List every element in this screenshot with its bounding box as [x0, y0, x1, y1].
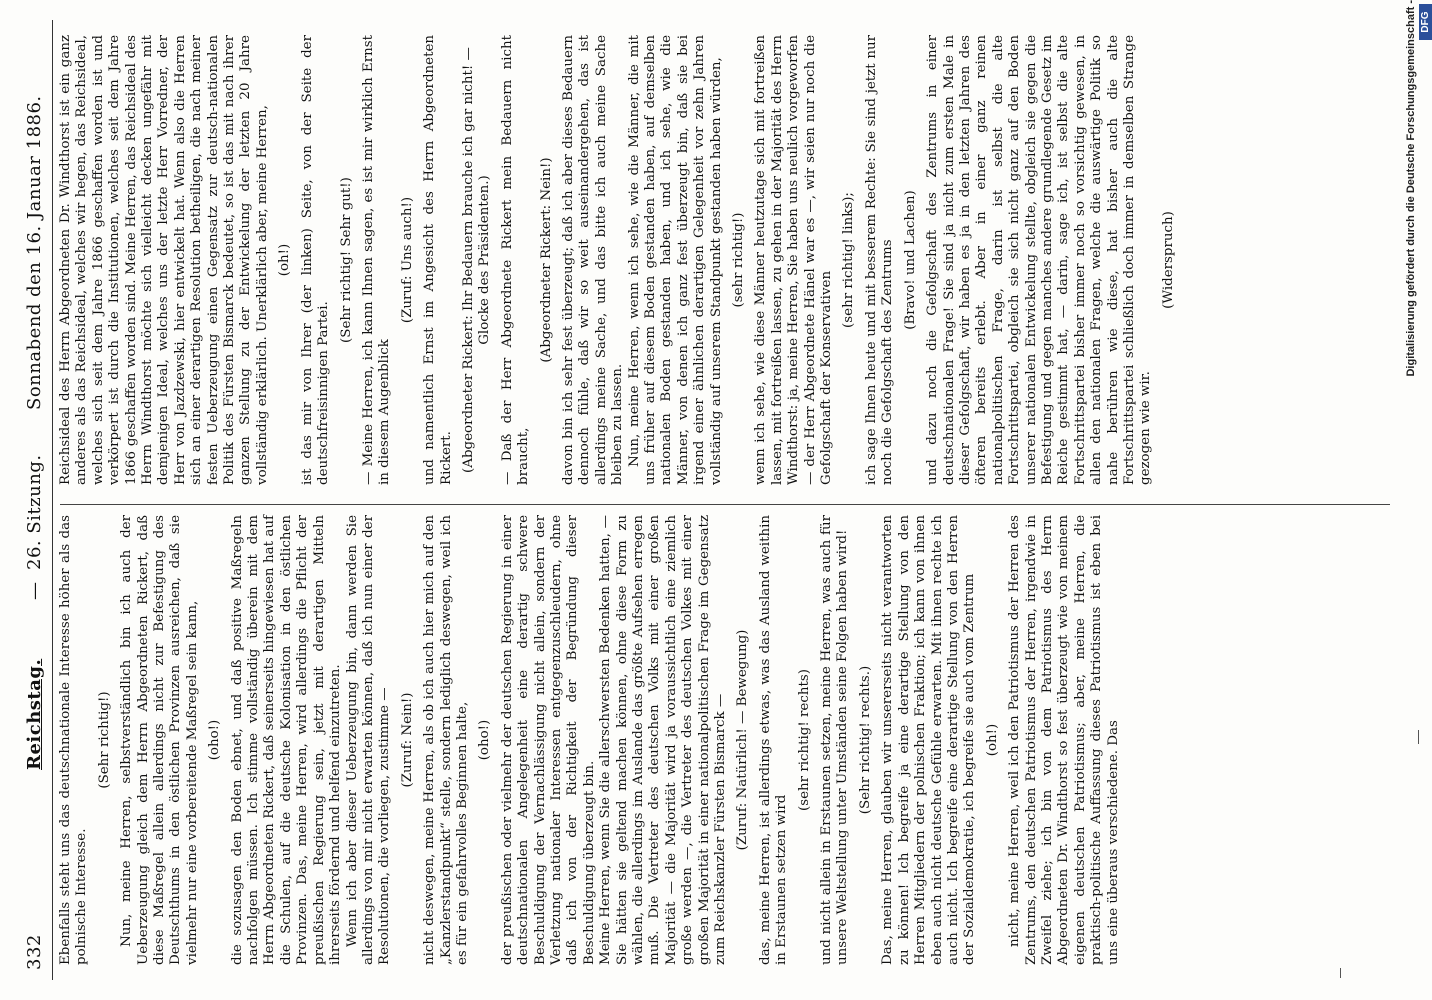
- right-column: [58, 35, 1183, 485]
- interjection: (oh!): [984, 723, 1000, 757]
- header-dash: —: [24, 581, 45, 600]
- interjection: (sehr richtig! links);: [841, 192, 857, 328]
- paragraph: der preußischen oder vielmehr der deutschen Regierung in einer deutschnationalen Angelegenheit eine derartig schwere Beschuldigung der Vernachlässigung nicht allein, sondern der Verletzung nationaler Interessen entgegenzuschleudern, ohne daß ich von der Richtigkeit der Begründung dieser Beschuldigung überzeugt bin.: [499, 515, 597, 965]
- paragraph: Meine Herren, wenn Sie die allerschwersten Bedenken hatten, — Sie hätten sie geltend machen können, ohne diese Form zu wählen, die allerdings im Auslande das größte Aufsehen erregen muß. Die Vertreter des deutschen Volks mit einer großen Majorität — die Majorität wird ja voraussichtlich eine ziemlich große werden —, die Vertreter des deutschen Volkes mit einer großen Majorität in einer nationalpolitischen Frage im Gegensatz zum Reichskanzler Fürsten Bismarck —: [598, 515, 729, 965]
- left-column: [58, 515, 1122, 965]
- dfg-logo-text: DFG: [1420, 11, 1431, 33]
- interjection: (Sehr richtig! rechts.): [857, 665, 873, 815]
- interjection: (sehr richtig! rechts): [796, 669, 812, 811]
- paragraph: und dazu noch die Gefolgschaft des Zentrums in einer deutschnationalen Frage! Sie sind ja nicht zum ersten Male in dieser Gefolgschaft, wir haben es ja in den letzten Jahren des öfteren bereits erlebt. Aber in einer ganz reinen nationalpolitischen Frage, darin ist selbst die alte Fortschrittspartei, obgleich sie sich nicht ganz auf den Boden unserer nationalen Entwickelung stellte, obgleich sie gegen die Befestigung und gegen manches andere grundlegende Gesetz im Reiche gestimmt hat, — darin, sage ich, ist selbst die alte Fortschrittspartei bisher immer noch so vorsichtig gewesen, in allen den nationalen Fragen, welche die auswärtige Politik so nahe berühren wie diese, hat bisher auch die alte Fortschrittspartei schließlich doch immer in demselben Strange gezogen wie wir.: [925, 35, 1154, 485]
- paragraph: Ebenfalls steht uns das deutschnationale Interesse höher als das polnische Interesse.: [58, 515, 90, 965]
- interjection: (Zuruf: Uns auch!): [399, 196, 415, 324]
- interjection: (Bravo! und Lachen): [902, 190, 918, 330]
- dfg-logo: [1419, 4, 1432, 40]
- paragraph: Wenn ich aber dieser Ueberzeugung bin, dann werden Sie allerdings von mir nicht erwarten können, daß ich nun einer der Resolutionen, die vorliegen, zustimme —: [344, 515, 393, 965]
- page-header: [8, 0, 48, 1000]
- header-date: Sonnabend den 16. Januar 1886.: [24, 95, 45, 410]
- interjection: (oho!): [207, 719, 223, 761]
- interjection: (Abgeordneter Rickert: Ihr Bedauern brauche ich gar nicht! — Glocke des Präsidenten.): [460, 47, 493, 473]
- interjection: (Zuruf: Natürlich! — Bewegung): [735, 629, 751, 851]
- paragraph: nicht, meine Herren, weil ich den Patriotismus der Herren des Zentrums, den deutschen Patriotismus der Herren, irgendwie in Zweifel ziehe; ich bin von dem Patriotismus des Herrn Abgeordneten Dr. Windthorst so fest überzeugt wie von meinem eigenen deutschen Patriotismus; aber, meine Herren, die praktisch-politische Auffassung dieses Patriotismus ist eben bei uns eine überaus verschiedene. Das: [1007, 515, 1121, 965]
- header-session: 26. Sitzung.: [24, 454, 45, 570]
- scan-mark: [1340, 968, 1341, 978]
- paragraph: ich sage Ihnen heute und mit besserem Rechte: Sie sind jetzt nur noch die Gefolgschaft des Zentrums: [863, 35, 896, 485]
- interjection: (Abgeordneter Rickert: Nein!): [538, 157, 554, 363]
- interjection: (Sehr richtig!): [96, 691, 112, 789]
- column-divider: [60, 504, 1390, 505]
- paragraph: — Daß der Herr Abgeordnete Rickert mein Bedauern nicht braucht,: [499, 35, 532, 485]
- paragraph: und nicht allein in Erstaunen setzen, meine Herren, was auch für unsere Weltstellung unter Umständen seine Folgen haben wird!: [819, 515, 851, 965]
- paragraph: wenn ich sehe, wie diese Männer heutzutage sich mit fortreißen lassen, mit fortreißen lassen, zu gehen in der Majorität des Herrn Windthorst: ja, meine Herren, Sie haben uns neulich vorgeworfen — der Herr Abgeordnete Hänel war es —, wir seien nur noch die Gefolgschaft der Konservativen: [753, 35, 835, 485]
- paragraph: — Meine Herren, ich kann Ihnen sagen, es ist mir wirklich Ernst in diesem Augenblick: [360, 35, 393, 485]
- interjection: (Widerspruch): [1160, 211, 1176, 309]
- paragraph: Nun, meine Herren, wenn ich sehe, wie die Männer, die mit uns früher auf diesem Boden gestanden haben, auf demselben nationalen Boden gestanden haben, und ich sehe, wie die Männer, von denen ich ganz fest überzeugt bin, daß sie bei irgend einer ähnlichen derartigen Gelegenheit vor zehn Jahren vollständig auf unserem Standpunkt gestanden haben würden,: [626, 35, 724, 485]
- paragraph: das, meine Herren, ist allerdings etwas, was das Ausland weithin in Erstaunen setzen wird: [757, 515, 790, 965]
- paragraph: davon bin ich sehr fest überzeugt; daß ich aber dieses Bedauern dennoch fühle, daß wir so weit auseinandergehen, das ist allerdings meine Sache, und das bitte ich auch meine Sache bleiben zu lassen.: [560, 35, 626, 485]
- paragraph: Das, meine Herren, glauben wir unsererseits nicht verantworten zu können! Ich begreife ja eine derartige Stellung von den Herren Mitgliedern der polnischen Fraktion; ich kann von ihnen eben auch nicht deutsche Gefühle erwarten. Mit ihnen rechte ich auch nicht. Ich begreife eine derartige Stellung von den Herren der Sozialdemokratie, ich begreife sie auch vom Zentrum: [880, 515, 978, 965]
- paragraph: nicht deswegen, meine Herren, als ob ich auch hier mich auf den „Kanzlerstandpunkt“ stelle, sondern lediglich deswegen, weil ich es für ein gefahrvolles Beginnen halte,: [422, 515, 470, 965]
- interjection: (Sehr richtig! Sehr gut!): [338, 177, 354, 343]
- interjection: (oho!): [477, 719, 493, 761]
- paragraph: und namentlich Ernst im Angesicht des Herrn Abgeordneten Rickert.: [422, 35, 454, 485]
- interjection: (oh!): [277, 243, 293, 277]
- header-title: Reichstag.: [24, 658, 45, 770]
- interjection: (Zuruf: Nein!): [399, 692, 415, 788]
- header-rule: [52, 20, 53, 980]
- paragraph: Reichsideal des Herrn Abgeordneten Dr. Windthorst ist ein ganz anderes als das Reichsideal, welches wir hegen, das Reichsideal, welches sich seit dem Jahre 1866 geschaffen worden ist und verkörpert ist durch die Institutionen, welches seit dem Jahre 1866 geschaffen worden sind. Meine Herren, das Reichsideal des Herrn Windthorst möchte sich vielleicht decken ungefähr mit demjenigen Ideal, welches uns der letzte Herr Vorredner, der Herr von Jazdzewski, hier entwickelt hat. Wenn also die Herren sich an einer derartigen Resolution betheiligen, die nach meiner festen Ueberzeugung einen Gegensatz zur deutsch-nationalen Politik des Fürsten Bismarck bedeutet, so ist das mit nach ihrer ganzen Stellung zu der Entwickelung der letzten 20 Jahre vollständig erklärlich. Unerklärlich aber, meine Herren,: [58, 35, 270, 485]
- interjection: (sehr richtig!): [731, 212, 747, 308]
- paragraph: ist das mir von Ihrer (der linken) Seite, von der Seite der deutschfreisinnigen Partei.: [299, 35, 332, 485]
- paragraph: Nun, meine Herren, selbstverständlich bin ich auch der Ueberzeugung gleich dem Herrn Abgeordneten Rickert, daß diese Maßregel allein allerdings nicht zur Befestigung des Deutschthums in den östlichen Provinzen ausreichen, daß sie vielmehr nur eine vorbereitende Maßregel sein kann,: [119, 515, 200, 965]
- paragraph: die sozusagen den Boden ebnet, und daß positive Maßregeln nachfolgen müssen. Ich stimme vollständig überein mit dem Herrn Abgeordneten Rickert, daß seinerseits hingewiesen hat auf die Schulen, auf die deutsche Kolonisation in den östlichen Provinzen. Das, meine Herren, wird allerdings die Pflicht der preußischen Regierung sein, jetzt mit derartigen Mitteln ihrerseits fördernd und helfend einzutreten.: [229, 515, 344, 965]
- page-number: 332: [24, 934, 45, 970]
- digitization-note: Digitalisierung gefördert durch die Deutsche Forschungsgemeinschaft -: [1405, 0, 1417, 377]
